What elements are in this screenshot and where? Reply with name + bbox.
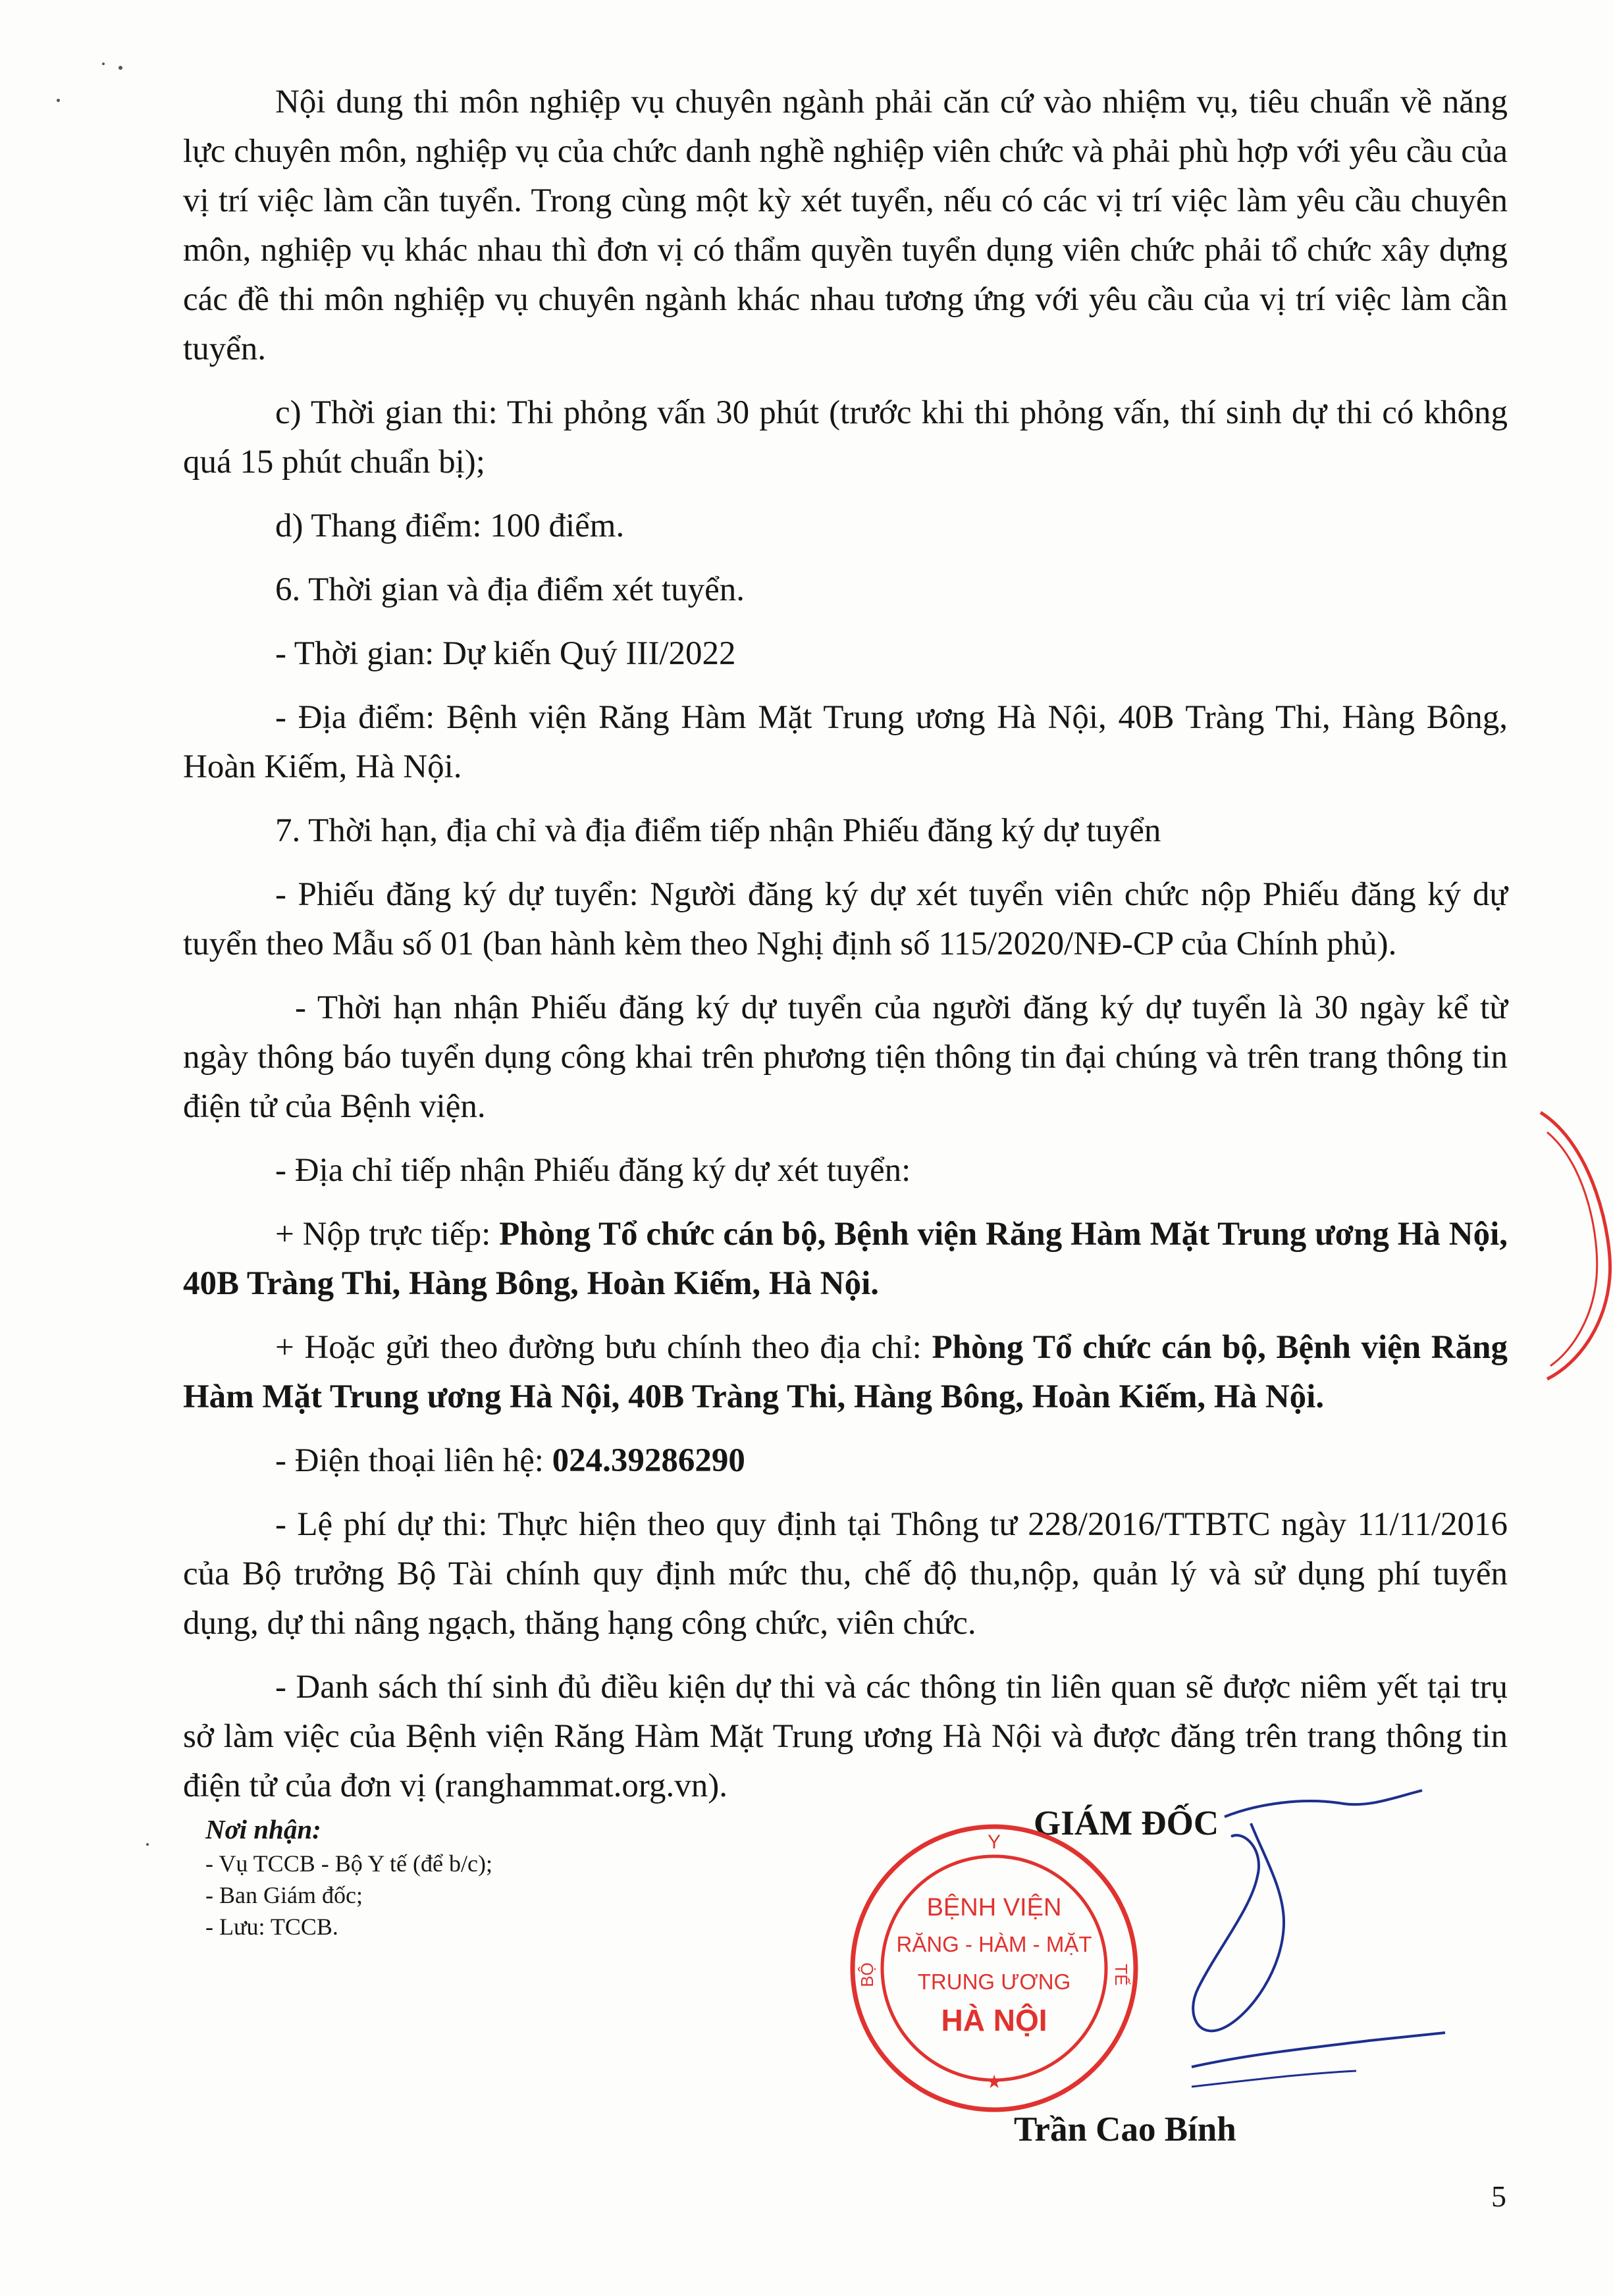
text-run: + Hoặc gửi theo đường bưu chính theo địa chỉ: — [275, 1329, 932, 1366]
bold-run: Phòng Tổ chức cán bộ, Bệnh viện Răng Hàm Mặt Trung ương Hà Nội, 40B Tràng Thi, Hàng Bông, Hoàn Kiếm, Hà Nội. — [183, 1329, 1508, 1415]
text-run: - Điện thoại liên hệ: — [275, 1442, 552, 1479]
paragraph: 7. Thời hạn, địa chỉ và địa điểm tiếp nhận Phiếu đăng ký dự tuyển — [275, 812, 1161, 849]
document-body — [183, 78, 1508, 1825]
stamp-line-3: TRUNG ƯƠNG — [917, 1970, 1071, 1994]
paragraph: 6. Thời gian và địa điểm xét tuyển. — [275, 571, 745, 608]
stamp-line-1: BỆNH VIỆN — [926, 1894, 1062, 1921]
text-run: + Nộp trực tiếp: — [275, 1216, 500, 1253]
paragraph: c) Thời gian thi: Thi phỏng vấn 30 phút (trước khi thi phỏng vấn, thí sinh dự thi có không quá 15 phút chuẩn bị); — [183, 394, 1508, 481]
paragraph: - Lệ phí dự thi: Thực hiện theo quy định tại Thông tư 228/2016/TTBTC ngày 11/11/2016 của Bộ trưởng Bộ Tài chính quy định mức thu, chế độ thu,nộp, quản lý và sử dụng phí tuyển dụng, dự thi nâng ngạch, thăng hạng công chức, viên chức. — [183, 1506, 1508, 1642]
signer-title: GIÁM ĐỐC — [1034, 1804, 1219, 1842]
stamp-line-4: HÀ NỘI — [941, 2003, 1047, 2037]
paragraph: - Danh sách thí sinh đủ điều kiện dự thi và các thông tin liên quan sẽ được niêm yết tại trụ sở làm việc của Bệnh viện Răng Hàm Mặt Trung ương Hà Nội và được đăng trên trang thông tin điện tử của đơn vị (ranghammat.org.vn). — [183, 1669, 1508, 1804]
paragraph — [183, 1436, 1508, 1486]
scan-speck — [57, 99, 60, 102]
handwritten-signature-icon — [974, 1777, 1448, 2146]
paragraph — [183, 1323, 1508, 1422]
paragraph: Nội dung thi môn nghiệp vụ chuyên ngành phải căn cứ vào nhiệm vụ, tiêu chuẩn về năng lực chuyên môn, nghiệp vụ của chức danh nghề nghiệp viên chức và phải phù hợp với yêu cầu của vị trí việc làm cần tuyển. Trong cùng một kỳ xét tuyển, nếu có các vị trí việc làm yêu cầu chuyên môn, nghiệp vụ khác nhau thì đơn vị có thẩm quyền tuyển dụng viên chức phải tổ chức xây dựng các đề thi môn nghiệp vụ chuyên ngành khác nhau tương ứng với yêu cầu của vị trí việc làm cần tuyển. — [183, 84, 1508, 367]
stamp-ring-left: BỘ — [857, 1962, 877, 1987]
stamp-ring-top: Y — [987, 1831, 1001, 1853]
paragraph: d) Thang điểm: 100 điểm. — [275, 508, 625, 544]
stamp-ring-right: TẾ — [1111, 1964, 1131, 1986]
recipients-title: Nơi nhận: — [205, 1814, 321, 1844]
paragraph: - Địa chỉ tiếp nhận Phiếu đăng ký dự xét tuyển: — [275, 1152, 911, 1189]
scan-speck — [119, 66, 122, 70]
recipients-block — [205, 1813, 706, 1943]
paragraph: - Thời hạn nhận Phiếu đăng ký dự tuyển của người đăng ký dự tuyển là 30 ngày kể từ ngày thông báo tuyển dụng công khai trên phương tiện thông tin đại chúng và trên trang thông tin điện tử của Bệnh viện. — [183, 989, 1508, 1125]
paragraph: - Địa điểm: Bệnh viện Răng Hàm Mặt Trung ương Hà Nội, 40B Tràng Thi, Hàng Bông, Hoàn Kiếm, Hà Nội. — [183, 699, 1508, 785]
scan-speck — [146, 1843, 149, 1846]
recipient-item: - Lưu: TCCB. — [205, 1914, 338, 1940]
bold-run: Phòng Tổ chức cán bộ, Bệnh viện Răng Hàm Mặt Trung ương Hà Nội, 40B Tràng Thi, Hàng Bông, Hoàn Kiếm, Hà Nội. — [183, 1216, 1508, 1302]
signer-name: Trần Cao Bính — [1014, 2110, 1236, 2149]
edge-stamp-icon — [1534, 1106, 1613, 1382]
scan-speck — [102, 63, 105, 65]
paragraph — [183, 1210, 1508, 1309]
paragraph: - Thời gian: Dự kiến Quý III/2022 — [275, 635, 736, 672]
recipient-item: - Ban Giám đốc; — [205, 1882, 363, 1908]
recipient-item: - Vụ TCCB - Bộ Y tế (để b/c); — [205, 1850, 492, 1877]
paragraph: - Phiếu đăng ký dự tuyển: Người đăng ký dự xét tuyển viên chức nộp Phiếu đăng ký dự tuyển theo Mẫu số 01 (ban hành kèm theo Nghị định số 115/2020/NĐ-CP của Chính phủ). — [183, 876, 1508, 962]
svg-text:★: ★ — [986, 2072, 1003, 2092]
page-number: 5 — [1491, 2179, 1506, 2213]
bold-run: 024.39286290 — [552, 1442, 745, 1479]
stamp-line-2: RĂNG - HÀM - MẶT — [896, 1932, 1092, 1956]
